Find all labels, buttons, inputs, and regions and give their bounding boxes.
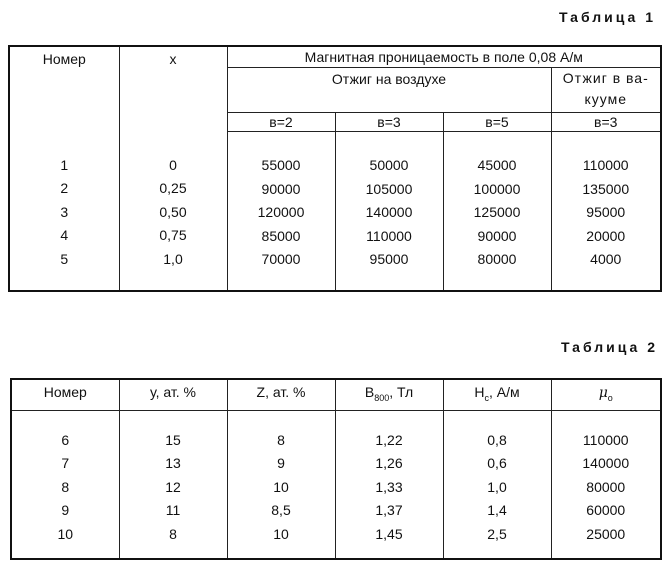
table-cell: 125000 — [473, 204, 521, 220]
table-cell: 110000 — [366, 227, 412, 244]
table-cell: 5 — [60, 250, 69, 267]
t2-col-b800 — [335, 410, 443, 559]
t1-header-anneal-vacuum: Отжиг в ва-кууме — [551, 68, 661, 113]
table-cell: 135000 — [582, 180, 630, 197]
table-cell: 20000 — [586, 227, 626, 244]
t1-col-air-b5 — [443, 132, 551, 291]
table-cell: 15 — [165, 431, 181, 448]
table-cell: 0,50 — [159, 203, 187, 220]
table-cell: 1,0 — [487, 478, 507, 495]
table-cell: 1,22 — [375, 431, 403, 448]
table-cell: 7 — [61, 455, 70, 472]
table-cell: 25000 — [586, 525, 626, 542]
t2-header-y: у, ат. % — [119, 379, 227, 410]
table-cell: 1,37 — [375, 502, 403, 519]
t1-col-air-b2 — [227, 132, 335, 291]
t2-col-y — [119, 410, 227, 559]
table-cell: 95000 — [369, 251, 409, 267]
table-cell: 0,6 — [487, 455, 507, 472]
t1-header-anneal-air: Отжиг на воздухе — [227, 68, 551, 113]
table-cell: 11 — [165, 502, 181, 519]
table-cell: 6 — [61, 431, 70, 448]
table-cell: 85000 — [261, 227, 301, 244]
table-2 — [10, 378, 662, 560]
table-cell: 90000 — [261, 180, 301, 197]
table-1 — [8, 45, 662, 292]
table-cell: 110000 — [582, 431, 629, 448]
table-cell: 90000 — [477, 227, 517, 244]
table-cell: 4000 — [590, 251, 622, 267]
table-cell: 120000 — [257, 204, 305, 220]
table1-caption: Таблица 1 — [558, 9, 656, 25]
table-cell: 10 — [273, 525, 289, 542]
table-cell: 1,0 — [163, 250, 183, 267]
table-cell: 10 — [273, 478, 289, 495]
table-cell: 1,26 — [375, 455, 403, 472]
table-cell: 2,5 — [487, 525, 507, 542]
t1-header-b2: в=2 — [227, 113, 335, 132]
table-cell: 110000 — [582, 157, 629, 173]
table-cell: 12 — [165, 478, 181, 495]
table-cell: 8 — [169, 525, 177, 542]
table-cell: 0,75 — [159, 227, 187, 243]
t2-header-mu0: $\mu_o$ — [551, 379, 661, 410]
table-cell: 1,33 — [375, 478, 403, 495]
table-cell: 45000 — [477, 157, 517, 173]
table-cell: 80000 — [586, 478, 626, 495]
table-cell: 9 — [61, 502, 70, 519]
table-cell: 0 — [169, 156, 177, 173]
table-cell: 1 — [60, 156, 69, 173]
t2-col-hc — [443, 410, 551, 559]
t2-header-z: Z, ат. % — [227, 379, 335, 410]
table-cell: 8 — [277, 431, 285, 448]
table-cell: 70000 — [261, 251, 301, 267]
table-cell: 140000 — [582, 455, 630, 472]
table-cell: 0,25 — [159, 180, 187, 196]
table-cell: 50000 — [369, 157, 409, 173]
table-cell: 1,4 — [487, 502, 507, 519]
table-cell: 80000 — [477, 251, 517, 267]
table-cell: 8,5 — [271, 502, 291, 519]
t1-col-air-b3 — [335, 132, 443, 291]
t1-header-vac-b3: в=3 — [551, 113, 661, 132]
t1-col-x — [119, 132, 227, 291]
t2-header-b800: $B_{800}$, Тл — [335, 379, 443, 410]
table-cell: 0,8 — [487, 431, 507, 448]
table2-caption: Таблица 2 — [560, 339, 658, 355]
table-cell: 4 — [60, 227, 69, 243]
table-cell: 2 — [60, 180, 69, 196]
t1-col-vacuum-b3 — [551, 132, 661, 291]
t2-col-number — [11, 410, 119, 559]
table-cell: 140000 — [365, 204, 413, 220]
table-cell: 1,45 — [375, 525, 403, 542]
t2-col-mu0 — [551, 410, 661, 559]
table-cell: 10 — [57, 525, 74, 542]
table-cell: 100000 — [473, 180, 521, 197]
t1-header-b3: в=3 — [335, 113, 443, 132]
table-cell: 8 — [61, 478, 70, 495]
t2-col-z — [227, 410, 335, 559]
t1-header-x: x — [119, 46, 227, 132]
t1-header-b5: в=5 — [443, 113, 551, 132]
table-cell: 95000 — [586, 204, 626, 220]
table-cell: 105000 — [365, 180, 413, 197]
table-cell: 13 — [165, 455, 181, 472]
t1-header-number: Номер — [42, 51, 86, 67]
t1-col-number — [9, 132, 119, 291]
table-cell: 3 — [60, 203, 69, 220]
t2-header-number: Номер — [11, 379, 119, 410]
t2-header-hc: $H_c$, А/м — [443, 379, 551, 410]
table-cell: 9 — [277, 455, 285, 472]
table-cell: 60000 — [586, 502, 626, 519]
t1-header-permeability: Магнитная проницаемость в поле 0,08 А/м — [227, 46, 661, 68]
table-cell: 55000 — [261, 157, 301, 173]
